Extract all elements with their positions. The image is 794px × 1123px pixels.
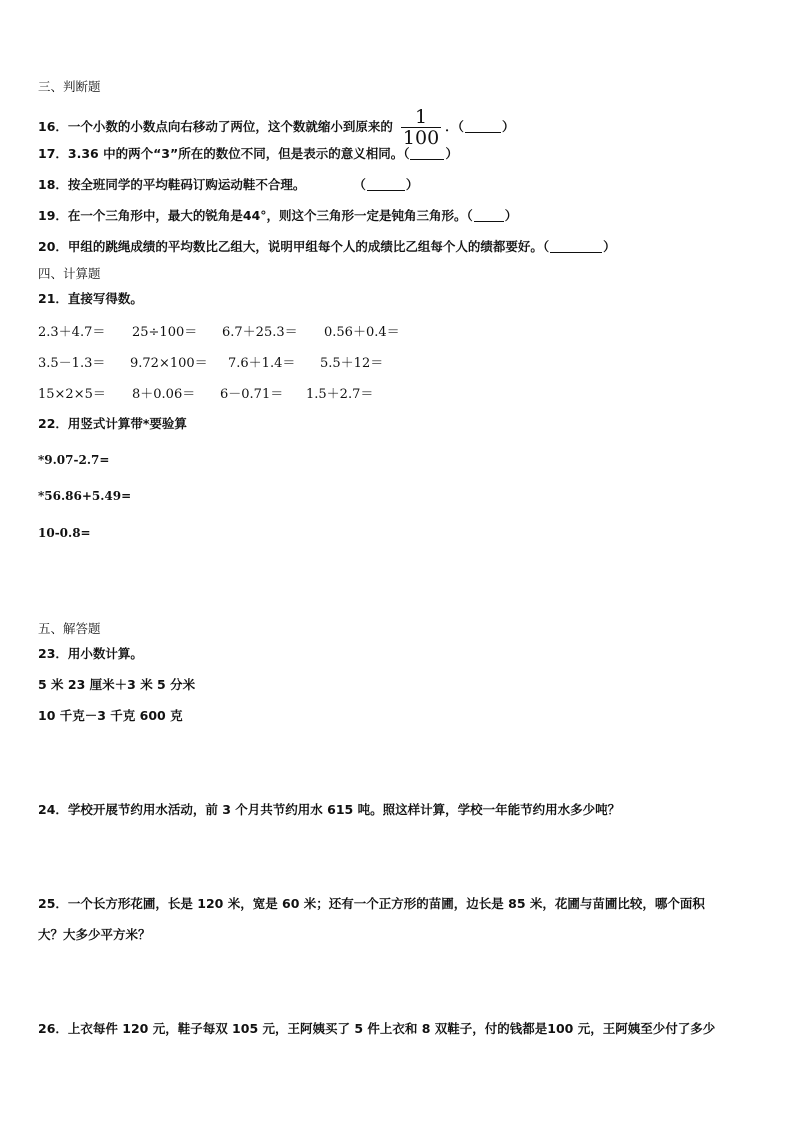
fraction-one-hundredth — [401, 107, 441, 148]
question-19-close: ） — [504, 208, 518, 223]
question-21: 21．直接写得数。 — [38, 291, 143, 306]
question-25-line-1: 25．一个长方形花圃，长是 120 米，宽是 60 米；还有一个正方形的苗圃，边长是 85 米，花圃与苗圃比较，哪个面积 — [38, 896, 705, 911]
fraction-numerator: 1 — [414, 106, 428, 128]
question-20-close: ） — [603, 239, 616, 254]
answer-blank-20[interactable] — [550, 240, 602, 253]
question-16-tail: ．（ — [445, 119, 464, 134]
question-18-open: （ — [353, 177, 366, 192]
question-17-close: ） — [445, 146, 458, 161]
calc-item: 6－0.71＝ — [220, 387, 284, 402]
calc-item: 15×2×5＝ — [38, 387, 106, 402]
calc-item: 6.7＋25.3＝ — [222, 325, 298, 340]
calc-item: 7.6＋1.4＝ — [228, 356, 296, 371]
section-3-title: 三、判断题 — [38, 79, 101, 94]
question-22: 22．用竖式计算带*要验算 — [38, 416, 187, 431]
question-17-text: 17．3.36 中的两个“3”所在的数位不同，但是表示的意义相同。（ — [38, 146, 410, 161]
question-18-close: ） — [405, 177, 419, 192]
section-5-title: 五、解答题 — [38, 621, 101, 636]
question-23: 23．用小数计算。 — [38, 646, 143, 661]
calc-item: 25÷100＝ — [132, 325, 198, 340]
answer-blank-16[interactable] — [465, 120, 501, 133]
question-25-line-2: 大？大多少平方米？ — [38, 927, 151, 942]
section-4-title: 四、计算题 — [38, 266, 101, 281]
calc-item: 3.5－1.3＝ — [38, 356, 106, 371]
question-24: 24．学校开展节约用水活动，前 3 个月共节约用水 615 吨。照这样计算，学校一年能节约用水多少吨？ — [38, 802, 621, 817]
question-18 — [38, 176, 418, 194]
question-18-text: 18．按全班同学的平均鞋码订购运动鞋不合理。 — [38, 177, 306, 192]
question-26: 26．上衣每件 120 元，鞋子每双 105 元，王阿姨买了 5 件上衣和 8 双鞋子，付的钱都是100 元，王阿姨至少付了多少 — [38, 1021, 716, 1036]
fraction-denominator: 100 — [402, 127, 440, 149]
calc-item: 1.5＋2.7＝ — [306, 387, 374, 402]
calc-item: 0.56＋0.4＝ — [324, 325, 400, 340]
calc-item: 5.5＋12＝ — [320, 356, 384, 371]
question-20 — [38, 238, 616, 256]
vertical-calc-item: *56.86+5.49= — [38, 489, 132, 503]
vertical-calc-item: 10-0.8= — [38, 526, 91, 540]
calc-item: 2.3＋4.7＝ — [38, 325, 106, 340]
calc-item: 9.72×100＝ — [130, 356, 208, 371]
question-20-text: 20．甲组的跳绳成绩的平均数比乙组大，说明甲组每个人的成绩比乙组每个人的绩都要好。（ — [38, 239, 550, 254]
calc-item: 8＋0.06＝ — [132, 387, 196, 402]
question-16 — [38, 107, 514, 148]
question-23-item: 5 米 23 厘米＋3 米 5 分米 — [38, 677, 196, 692]
vertical-calc-item: *9.07-2.7= — [38, 453, 110, 467]
question-16-text: 16．一个小数的小数点向右移动了两位，这个数就缩小到原来的 — [38, 119, 393, 134]
question-19 — [38, 207, 517, 225]
question-23-item: 10 千克－3 千克 600 克 — [38, 708, 183, 723]
answer-blank-18[interactable] — [367, 178, 405, 191]
answer-blank-19[interactable] — [474, 209, 504, 222]
answer-blank-17[interactable] — [410, 147, 444, 160]
question-16-close: ） — [501, 119, 515, 134]
question-19-text: 19．在一个三角形中，最大的锐角是44°，则这个三角形一定是钝角三角形。（ — [38, 208, 473, 223]
question-17 — [38, 145, 458, 163]
